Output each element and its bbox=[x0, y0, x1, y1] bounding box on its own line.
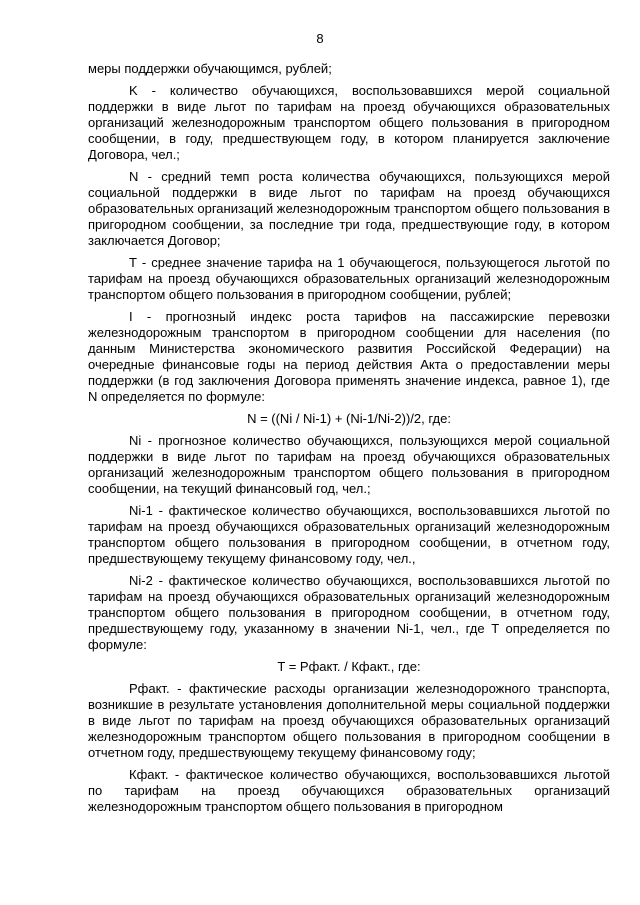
paragraph-k-definition: K - количество обучающихся, воспользовавшихся мерой социальной поддержки в виде льгот по тарифам на проезд обучающихся образовательных организаций железнодорожным транспортом общего пользования в пригородном сообщении, в году, предшествующем году, в котором планируется заключение Договора, чел.; bbox=[88, 83, 610, 162]
paragraph-ni-2-definition: Ni-2 - фактическое количество обучающихся, воспользовавшихся льготой по тарифам на проезд обучающихся образовательных организаций железнодорожным транспортом общего пользования в пригородном сообщении, в отчетном году, предшествующему году, указанному в значении Ni-1, чел., где T определяется по формуле: bbox=[88, 573, 610, 652]
paragraph-rfact-definition: Рфакт. - фактические расходы организации железнодорожного транспорта, возникшие в результате установления дополнительной меры социальной поддержки в виде льгот по тарифам на проезд обучающихся образовательных организаций железнодорожным транспортом общего пользования в пригородном сообщении в отчетном году, предшествующему текущему финансовому году; bbox=[88, 681, 610, 760]
formula-t: T = Рфакт. / Кфакт., где: bbox=[277, 659, 421, 674]
paragraph-kfact-definition: Кфакт. - фактическое количество обучающихся, воспользовавшихся льготой по тарифам на проезд обучающихся образовательных организаций железнодорожным транспортом общего пользования в пригородном bbox=[88, 767, 610, 814]
paragraph-ni-definition: Ni - прогнозное количество обучающихся, пользующихся мерой социальной поддержки в виде льгот по тарифам на проезд обучающихся образовательных организаций железнодорожным транспортом общего пользования в пригородном сообщении, на текущий финансовый год, чел.; bbox=[88, 433, 610, 496]
formula-n: N = ((Ni / Ni-1) + (Ni-1/Ni-2))/2, где: bbox=[247, 411, 451, 426]
paragraph-i-definition: I - прогнозный индекс роста тарифов на пассажирские перевозки железнодорожным транспортом в пригородном сообщении для населения (по данным Министерства экономического развития Российской Федерации) на очередные финансовые годы на период действия Акта о предоставлении меры поддержки (в год заключения Договора применять значение индекса, равное 1), где N определяется по формуле: bbox=[88, 309, 610, 404]
paragraph-n-definition: N - средний темп роста количества обучающихся, пользующихся мерой социальной поддержки в виде льгот по тарифам на проезд обучающихся образовательных организаций железнодорожным транспортом общего пользования в пригородном сообщении, за последние три года, предшествующие году, в котором заключается Договор; bbox=[88, 169, 610, 248]
page-number: 8 bbox=[316, 31, 324, 46]
paragraph-support-measures: меры поддержки обучающимся, рублей; bbox=[88, 61, 332, 76]
paragraph-t-definition: T - среднее значение тарифа на 1 обучающегося, пользующегося льготой по тарифам на проезд обучающихся образовательных организаций железнодорожным транспортом общего пользования в пригородном сообщении, рублей; bbox=[88, 255, 610, 302]
paragraph-ni-1-definition: Ni-1 - фактическое количество обучающихся, воспользовавшихся льготой по тарифам на проезд обучающихся образовательных организаций железнодорожным транспортом общего пользования в пригородном сообщении, в отчетном году, предшествующему текущему финансовому году, чел., bbox=[88, 503, 610, 566]
document-body bbox=[88, 61, 610, 821]
